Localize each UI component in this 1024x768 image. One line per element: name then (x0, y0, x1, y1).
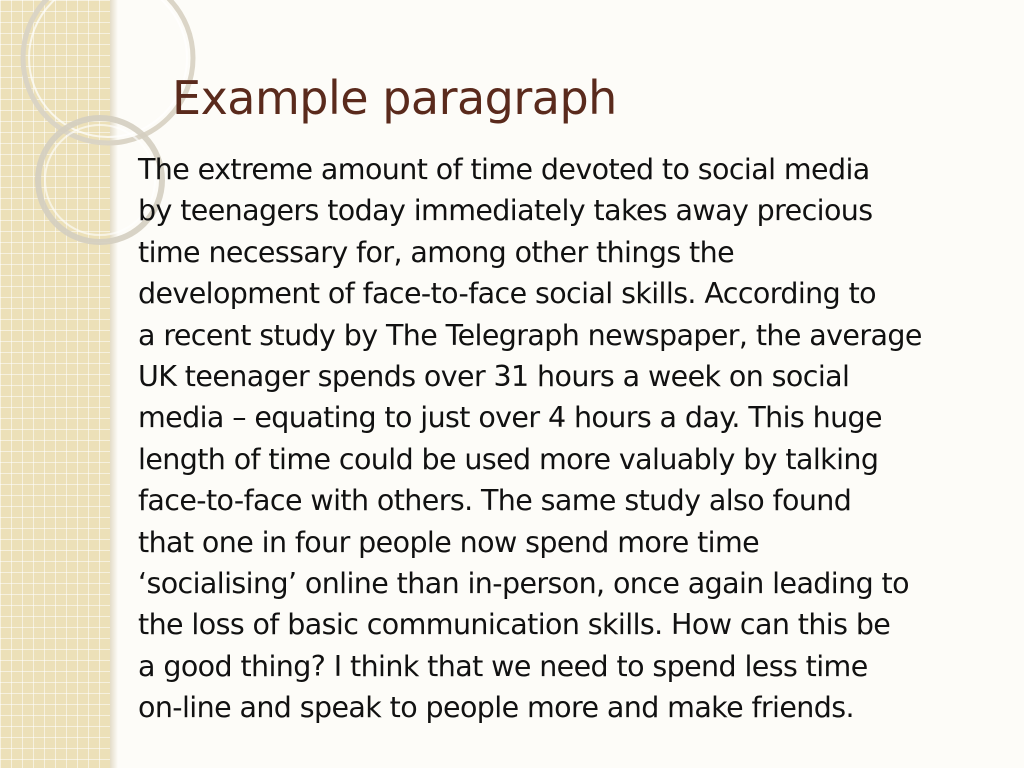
paragraph-line: The extreme amount of time devoted to social media (138, 153, 870, 186)
paragraph-line: ‘socialising’ online than in-person, once again leading to (138, 567, 909, 601)
paragraph-line: a recent study by The Telegraph newspaper, the average (138, 318, 922, 352)
slide-title: Example paragraph (172, 71, 617, 125)
paragraph-line: by teenagers today immediately takes away precious (138, 194, 873, 228)
large-ring (23, 0, 193, 143)
paragraph-line: the loss of basic communication skills. How can this be (138, 608, 891, 642)
paragraph-line: length of time could be used more valuably by talking (138, 442, 879, 476)
paragraph-line: face-to-face with others. The same study also found (138, 484, 852, 518)
paragraph (138, 149, 1008, 729)
paragraph-line: that one in four people now spend more time (138, 525, 760, 559)
paragraph-line: a good thing? I think that we need to spend less time (138, 649, 868, 683)
paragraph-line: on-line and speak to people more and make friends. (138, 691, 854, 725)
paragraph-line: UK teenager spends over 31 hours a week on social (138, 360, 850, 394)
paragraph-line: development of face-to-face social skills. According to (138, 277, 876, 311)
paragraph-line: time necessary for, among other things the (138, 235, 735, 269)
paragraph-line: media – equating to just over 4 hours a day. This huge (138, 401, 882, 435)
